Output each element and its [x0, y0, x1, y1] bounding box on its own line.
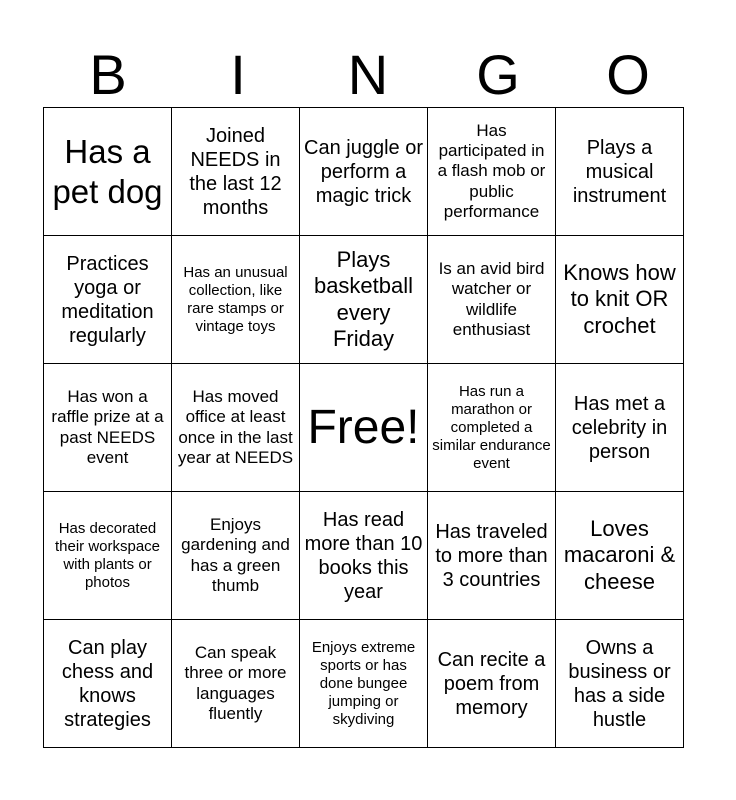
grid-row: [44, 492, 684, 620]
free-cell[interactable]: Free!: [300, 364, 428, 492]
bingo-cell[interactable]: Has a pet dog: [44, 108, 172, 236]
bingo-cell[interactable]: Loves macaroni & cheese: [556, 492, 684, 620]
grid-row: [44, 236, 684, 364]
bingo-cell[interactable]: Plays a musical instrument: [556, 108, 684, 236]
bingo-cell[interactable]: Has run a marathon or completed a similar endurance event: [428, 364, 556, 492]
header-letter-i: I: [230, 43, 246, 106]
bingo-cell[interactable]: Has won a raffle prize at a past NEEDS event: [44, 364, 172, 492]
bingo-cell[interactable]: Has read more than 10 books this year: [300, 492, 428, 620]
bingo-cell[interactable]: Is an avid bird watcher or wildlife enthusiast: [428, 236, 556, 364]
bingo-cell[interactable]: Can play chess and knows strategies: [44, 620, 172, 748]
bingo-cell[interactable]: Can speak three or more languages fluently: [172, 620, 300, 748]
bingo-cell[interactable]: Has moved office at least once in the last year at NEEDS: [172, 364, 300, 492]
bingo-cell[interactable]: Has met a celebrity in person: [556, 364, 684, 492]
bingo-cell[interactable]: Has participated in a flash mob or public performance: [428, 108, 556, 236]
bingo-cell[interactable]: Can juggle or perform a magic trick: [300, 108, 428, 236]
bingo-cell[interactable]: Practices yoga or meditation regularly: [44, 236, 172, 364]
bingo-header: [43, 42, 693, 108]
bingo-cell[interactable]: Knows how to knit OR crochet: [556, 236, 684, 364]
header-letter-o: O: [606, 43, 650, 106]
header-letter-g: G: [476, 43, 520, 106]
bingo-cell[interactable]: Can recite a poem from memory: [428, 620, 556, 748]
header-letter-b: B: [89, 43, 127, 106]
bingo-cell[interactable]: Has an unusual collection, like rare stamps or vintage toys: [172, 236, 300, 364]
grid-row: [44, 364, 684, 492]
bingo-cell[interactable]: Owns a business or has a side hustle: [556, 620, 684, 748]
bingo-cell[interactable]: Has traveled to more than 3 countries: [428, 492, 556, 620]
bingo-grid: [43, 107, 684, 748]
grid-row: [44, 620, 684, 748]
header-letter-n: N: [347, 43, 389, 106]
bingo-cell[interactable]: Plays basketball every Friday: [300, 236, 428, 364]
bingo-cell[interactable]: Joined NEEDS in the last 12 months: [172, 108, 300, 236]
bingo-cell[interactable]: Has decorated their workspace with plants or photos: [44, 492, 172, 620]
bingo-cell[interactable]: Enjoys gardening and has a green thumb: [172, 492, 300, 620]
grid-row: [44, 108, 684, 236]
bingo-cell[interactable]: Enjoys extreme sports or has done bungee jumping or skydiving: [300, 620, 428, 748]
